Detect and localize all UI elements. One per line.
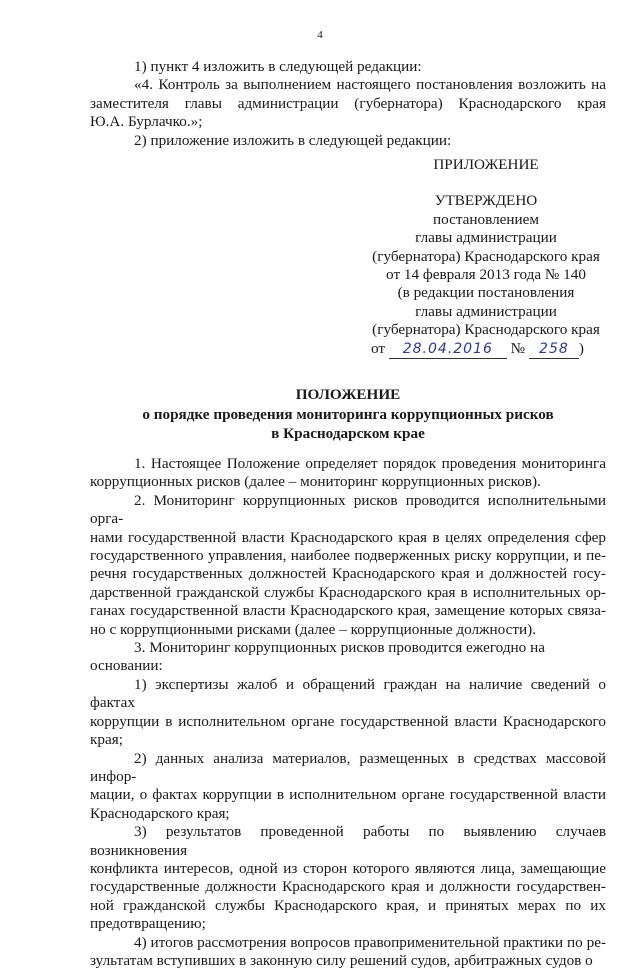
amendment-item-2: 2) приложение изложить в следующей редакции: (134, 131, 452, 149)
paragraph-line: 4) итогов рассмотрения вопросов правоприменительной практики по ре- (134, 933, 606, 951)
paragraph-line: 3) результатов проведенной работы по выявлению случаев возникновения (90, 823, 606, 859)
paragraph-line: коррупции в исполнительном органе государственной власти Краснодарского (90, 712, 606, 730)
amendment-intro (90, 58, 606, 150)
document-heading (90, 386, 606, 443)
approval-line: (губернатора) Краснодарского края (372, 247, 600, 265)
heading-subtitle: о порядке проведения мониторинга коррупционных рисков (142, 406, 554, 424)
regulation-body (90, 455, 606, 970)
paragraph-line: ной гражданской службы Краснодарского края, и принятых мерах по их (90, 896, 606, 914)
date-field (389, 340, 507, 359)
date-number-row (365, 340, 607, 359)
heading-title: ПОЛОЖЕНИЕ (295, 386, 401, 403)
paragraph-line: мации, о фактах коррупции в исполнительном органе государственной власти (90, 786, 606, 804)
paragraph-line: 3. Мониторинг коррупционных рисков проводится ежегодно на основании: (90, 639, 545, 675)
approval-line: от 14 февраля 2013 года № 140 (386, 266, 586, 284)
paragraph-line: зультатам вступивших в законную силу решений судов, арбитражных судов о (90, 951, 593, 969)
quote-line: «4. Контроль за выполнением настоящего постановления возложить на (134, 76, 606, 94)
page-number: 4 (317, 29, 323, 41)
quote-line: Ю.А. Бурлачко.»; (90, 113, 203, 131)
paragraph-line: государственные должности Краснодарского края и должности государствен- (90, 878, 606, 896)
approval-block (365, 156, 607, 359)
approval-line: главы администрации (415, 302, 557, 320)
closing-paren: ) (578, 339, 584, 357)
approval-line: (в редакции постановления (397, 284, 575, 302)
paragraph-line: государственного управления, наиболее подверженных риску коррупции, и пе- (90, 547, 606, 565)
handwritten-date: 28.04.2016 (402, 340, 493, 357)
approval-line: (губернатора) Краснодарского края (372, 321, 600, 339)
paragraph-line: Краснодарского края; (90, 804, 230, 822)
paragraph-line: 1. Настоящее Положение определяет порядок проведения мониторинга (134, 455, 606, 472)
paragraph-line: нами государственной власти Краснодарского края в целях определения сфер (90, 528, 606, 546)
approved-stamp-text: УТВЕРЖДЕНО (434, 192, 538, 210)
paragraph-line: коррупционных рисков (далее – мониторинг коррупционных рисков). (90, 473, 541, 491)
paragraph-line: но с коррупционными рисками (далее – коррупционные должности). (90, 620, 537, 638)
from-label: от (371, 339, 386, 357)
paragraph-line: края; (90, 731, 123, 749)
paragraph-line: речня государственных должностей Краснодарского края и должностей госу- (90, 565, 606, 583)
number-label: № (510, 339, 526, 357)
paragraph-line: предотвращению; (90, 915, 206, 933)
quote-line: заместителя главы администрации (губернатора) Краснодарского края (90, 94, 606, 112)
heading-subtitle: в Краснодарском крае (271, 424, 425, 442)
paragraph-line: 2. Мониторинг коррупционных рисков проводится исполнительными орга- (90, 491, 606, 528)
paragraph-line: дарственной гражданской службы Краснодарского края в исполнительных ор- (90, 583, 606, 601)
amendment-item-1: 1) пункт 4 изложить в следующей редакции: (134, 58, 422, 75)
number-field (529, 340, 579, 359)
appendix-title: ПРИЛОЖЕНИЕ (433, 156, 539, 173)
approval-line: постановлением (432, 210, 540, 228)
paragraph-line: 2) данных анализа материалов, размещенных в средствах массовой инфор- (90, 749, 606, 785)
paragraph-line: конфликта интересов, одной из сторон которого являются лица, замещающие (90, 859, 606, 877)
paragraph-line: 1) экспертизы жалоб и обращений граждан на наличие сведений о фактах (90, 675, 606, 712)
paragraph-line: ганах государственной власти Краснодарского края, замещение которых связа- (90, 602, 606, 620)
handwritten-number: 258 (539, 340, 569, 357)
approval-line: главы администрации (415, 229, 557, 247)
